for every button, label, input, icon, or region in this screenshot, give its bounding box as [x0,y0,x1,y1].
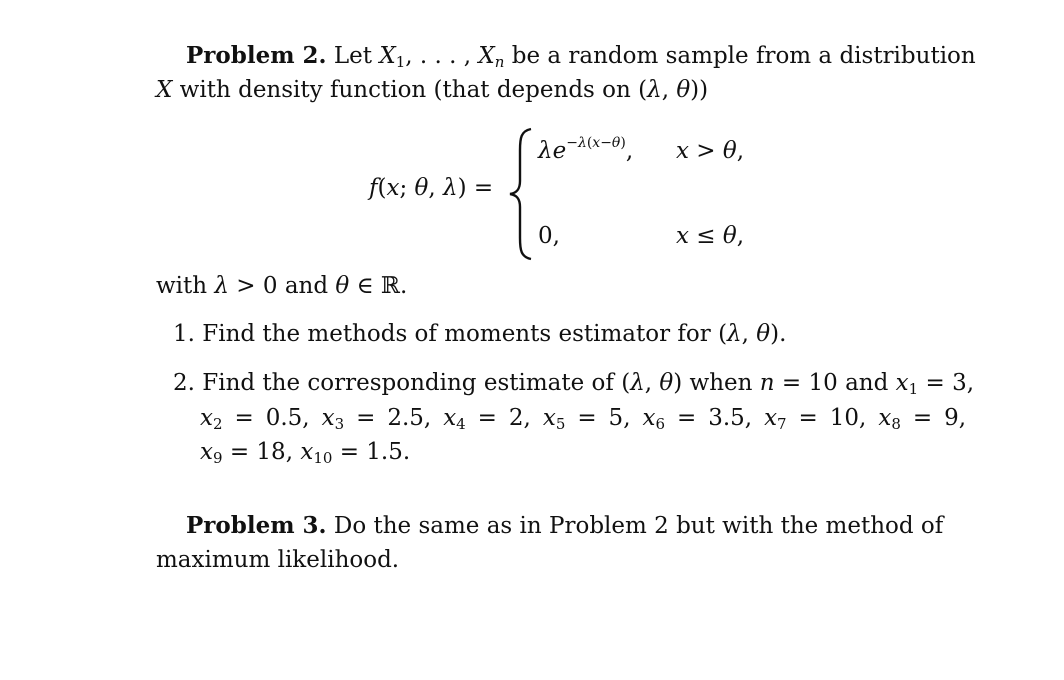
list-item-1: 1. Find the methods of moments estimator for (λ, θ). [173,321,787,347]
list-item-2-line2: $x_2 = 0.5$, $x_3 = 2.5$, $x_4 = 2$, $x_5 = 5$, $x_6 = 3.5$, $x_7 = 10$, $x_8 = 9$, [200,405,967,433]
problem2-line1-text: Let $X_1$, . . . , $X_n$ be a random sample from a distribution [333,43,976,71]
problem2-label: Problem 2. [186,42,327,69]
case1-condition: x > θ, [676,138,745,164]
problem2-line1 [186,40,976,72]
case2-expression: 0, [538,223,560,249]
case1-expression: $\lambda e^{-\lambda(x-\theta)}$, [538,135,634,164]
problem3-label: Problem 3. [186,512,327,539]
problem3-line1-text: Do the same as in Problem 2 but with the method of [333,513,944,539]
density-lhs: f(x; θ, λ) = [369,175,494,201]
left-brace-icon [507,126,535,262]
list-item-2-line3: $x_9 = 18$, $x_{10} = 1.5$. [200,439,411,467]
problem3-line2: maximum likelihood. [156,547,400,573]
with-line: with λ > 0 and θ ∈ ℝ. [156,273,408,299]
problem3-line1 [186,510,943,542]
case2-condition: x ≤ θ, [676,223,745,249]
list-item-2-line1: 2. Find the corresponding estimate of (λ, θ) when n = 10 and $x_1 = 3$, [173,370,975,398]
problem2-line2: X with density function (that depends on (λ, θ)) [156,77,709,103]
